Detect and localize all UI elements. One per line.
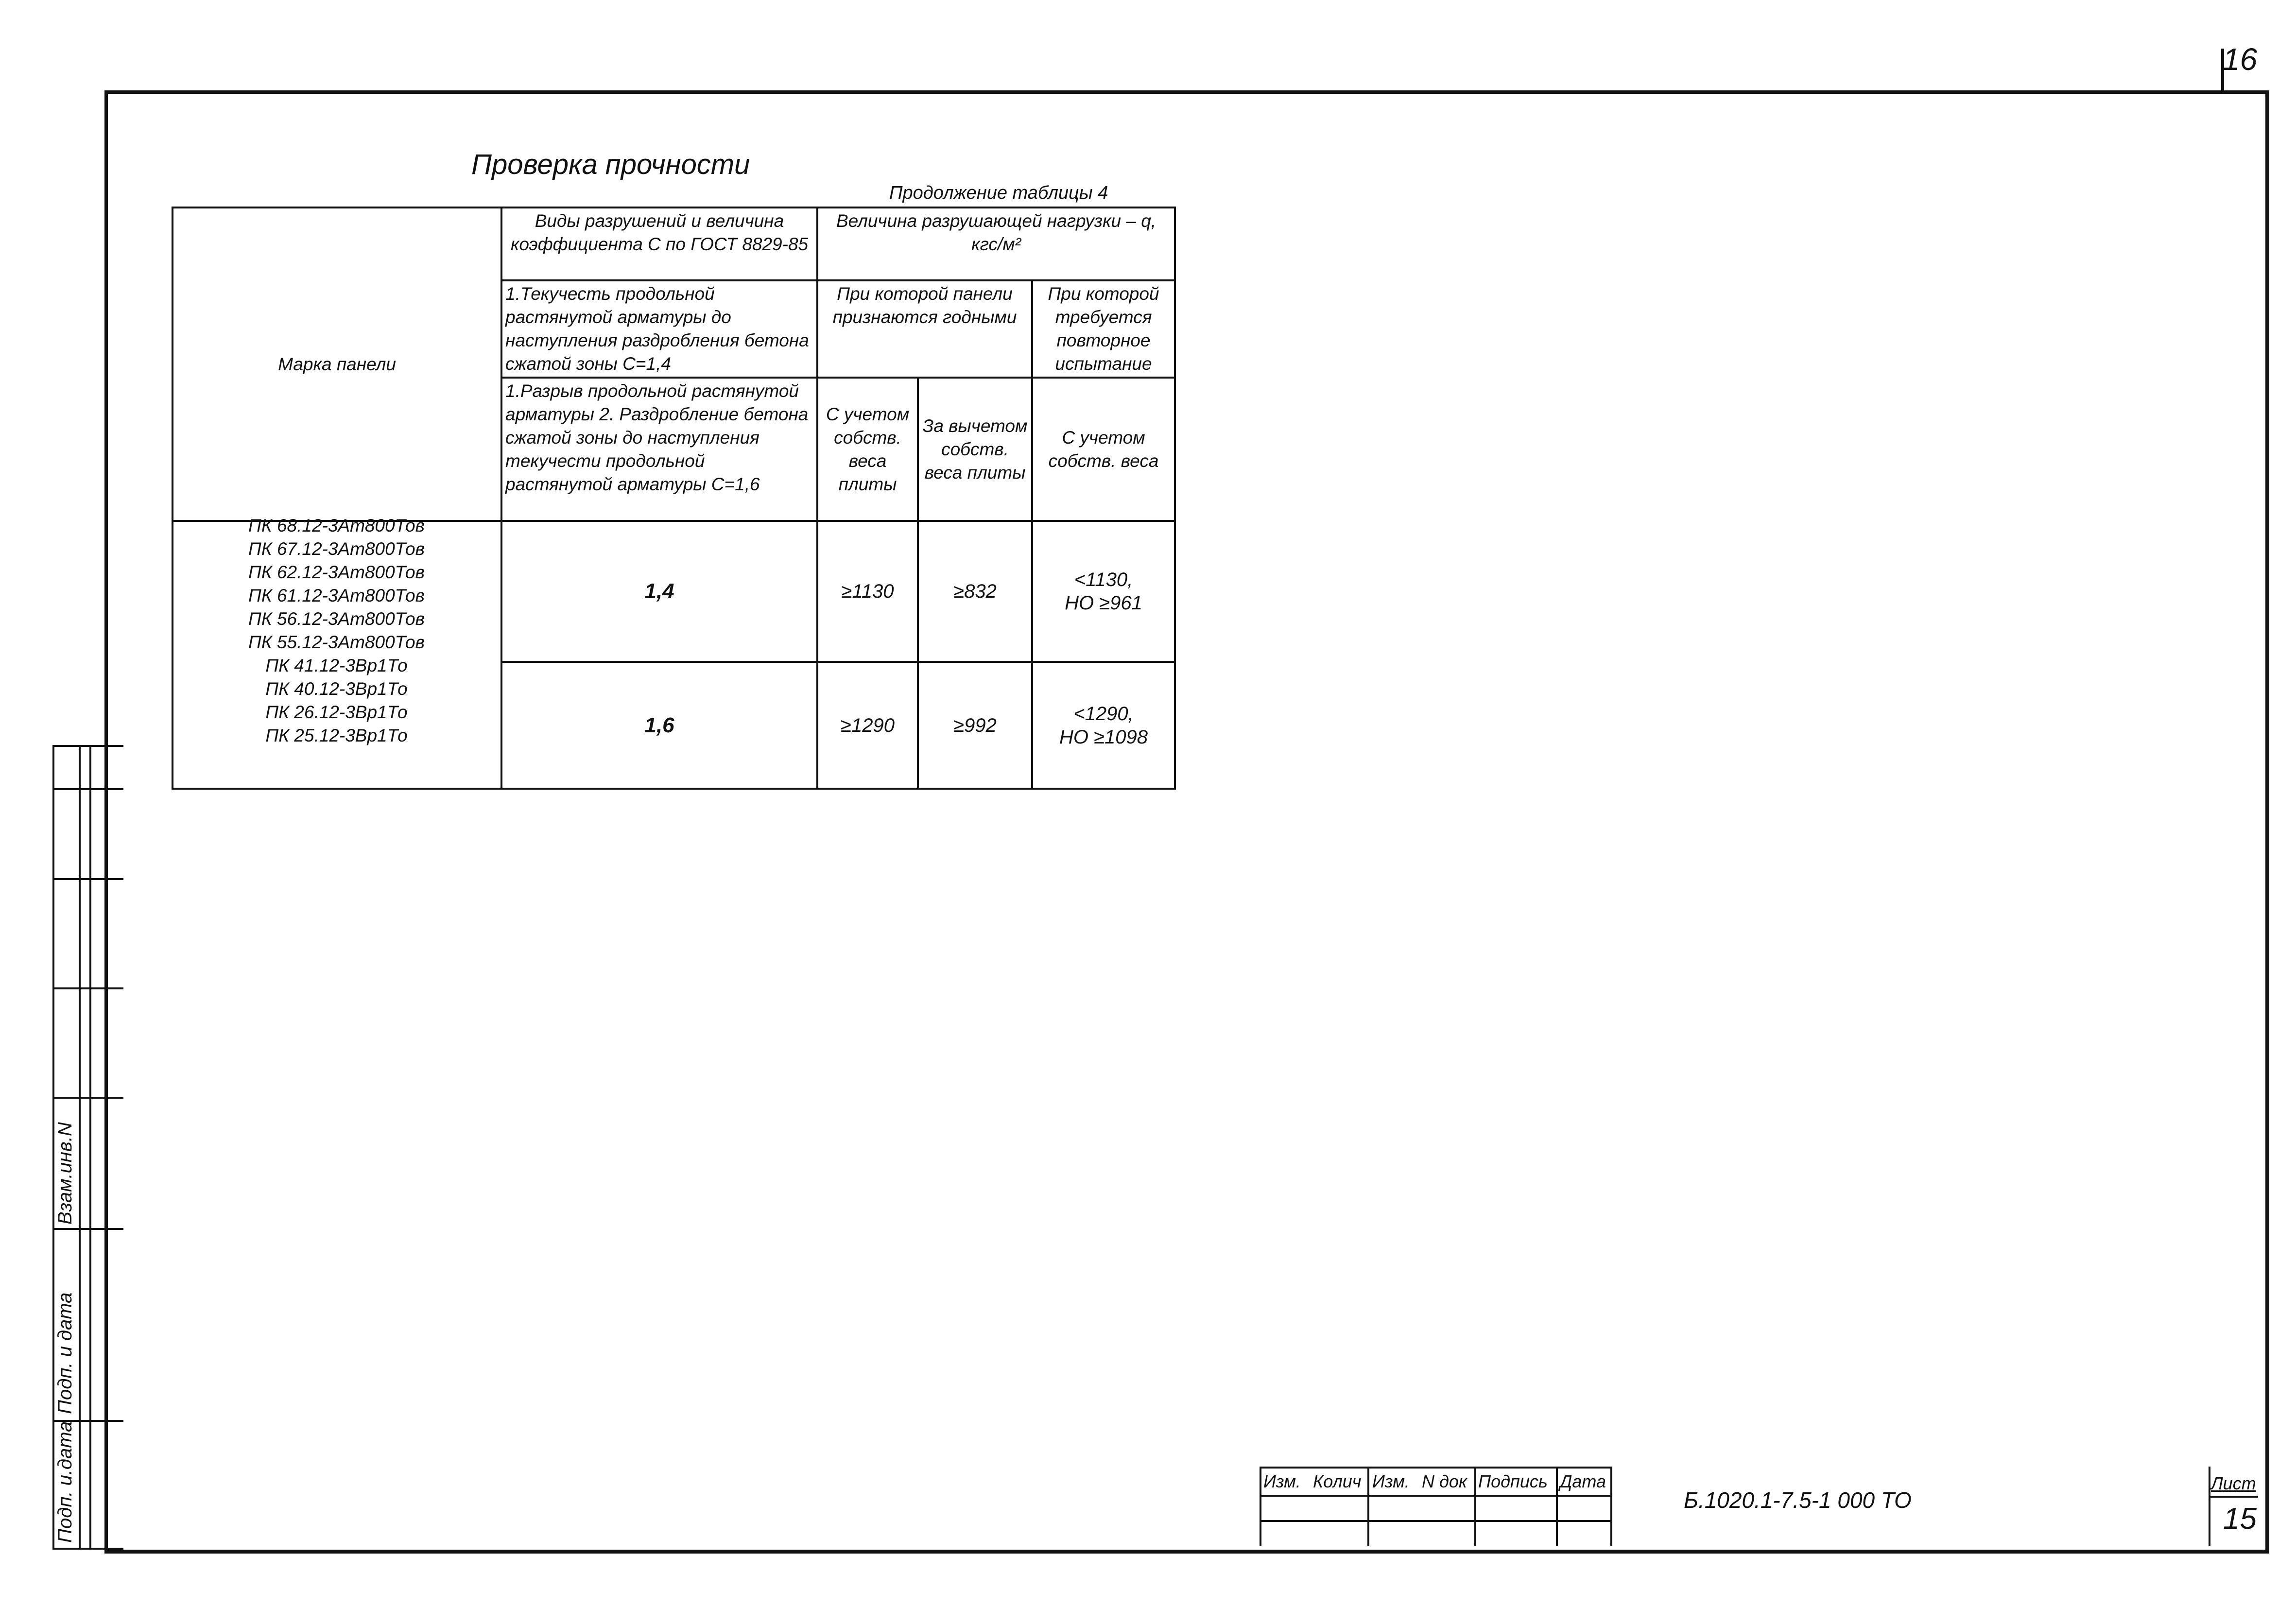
retest-row-2-line-2: НО ≥1098 — [1059, 726, 1148, 748]
panel-mark: ПК 41.12-3Вр1То — [265, 656, 408, 675]
tb-line — [1556, 1467, 1558, 1546]
header-accepted: При которой панели признаются годными — [817, 280, 1032, 378]
retest-row-2 — [1032, 662, 1175, 789]
tb-line — [1260, 1495, 1612, 1497]
strip-label-sign-date: Подп. и дата — [54, 1292, 76, 1414]
page-number-top: 16 — [2223, 42, 2258, 77]
panel-marks-list — [173, 514, 501, 747]
sheet-number: 15 — [2223, 1502, 2257, 1536]
header-retest: При которой требуется повторное испытание — [1032, 280, 1175, 378]
tb-line — [1260, 1467, 1261, 1546]
strip-divider — [54, 788, 123, 790]
sheet-label: Лист — [2211, 1473, 2256, 1493]
subheader-without-weight: За вычетом собств. веса плиты — [918, 378, 1032, 521]
tb-col-data: Дата — [1560, 1471, 1606, 1491]
header-mark: Марка панели — [173, 207, 501, 521]
panel-mark: ПК 68.12-3Ат800Тов — [248, 516, 425, 536]
tb-line — [1367, 1467, 1369, 1546]
header-load: Величина разрушающей нагрузки – q, кгс/м² — [817, 207, 1175, 280]
strip-divider — [54, 1097, 123, 1099]
panel-mark: ПК 61.12-3Ат800Тов — [248, 586, 425, 605]
without-weight-row-2: ≥992 — [918, 662, 1032, 789]
panel-mark: ПК 62.12-3Ат800Тов — [248, 562, 425, 582]
strip-divider — [89, 747, 91, 1548]
strip-label-replace-inv: Взам.инв.N — [54, 1122, 76, 1225]
tb-col-ndok: N док — [1422, 1471, 1467, 1491]
coef-row-2: 1,6 — [501, 662, 817, 789]
strip-divider — [54, 1228, 123, 1230]
panel-mark: ПК 67.12-3Ат800Тов — [248, 539, 425, 559]
retest-row-2-line-1: <1290, — [1073, 703, 1134, 725]
page-title: Проверка прочности — [471, 149, 750, 180]
coef-row-1: 1,4 — [501, 521, 817, 662]
header-failure-types: Виды разрушений и величина коэффициента С по ГОСТ 8829-85 — [501, 207, 817, 280]
with-weight-row-2: ≥1290 — [817, 662, 918, 789]
strip-label-sign-date-2: Подп. и.дата — [54, 1421, 76, 1543]
panel-mark: ПК 40.12-3Вр1То — [265, 679, 408, 699]
tb-line — [2209, 1467, 2210, 1546]
failure-type-2: 1.Разрыв продольной растянутой арматуры 2. Раздробление бетона сжатой зоны до наступления текучести продольной растянутой арматуры С=1,6 — [501, 378, 817, 521]
retest-row-1-line-1: <1130, — [1074, 569, 1133, 590]
tb-line — [1260, 1467, 1612, 1469]
strip-divider — [54, 987, 123, 989]
failure-type-1: 1.Текучесть продольной растянутой арматуры до наступления раздробления бетона сжатой зоны С=1,4 — [501, 280, 817, 378]
with-weight-row-1: ≥1130 — [817, 521, 918, 662]
tb-col-kol: Колич — [1313, 1471, 1362, 1491]
table-continuation-note: Продолжение таблицы 4 — [889, 183, 1108, 203]
document-code: Б.1020.1-7.5-1 000 ТО — [1684, 1487, 1912, 1513]
tb-col-izm: Изм. — [1263, 1471, 1301, 1491]
subheader-retest-with-weight: С учетом собств. веса — [1032, 378, 1175, 521]
retest-row-1 — [1032, 521, 1175, 662]
tb-col-izm2: Изм. — [1372, 1471, 1410, 1491]
subheader-with-weight: С учетом собств. веса плиты — [817, 378, 918, 521]
panel-mark: ПК 55.12-3Ат800Тов — [248, 632, 425, 652]
panel-mark: ПК 26.12-3Вр1То — [265, 702, 408, 722]
strip-divider — [54, 878, 123, 880]
tb-line — [1474, 1467, 1476, 1546]
panel-mark: ПК 25.12-3Вр1То — [265, 726, 408, 745]
without-weight-row-1: ≥832 — [918, 521, 1032, 662]
panel-mark: ПК 56.12-3Ат800Тов — [248, 609, 425, 629]
tb-col-podpis: Подпись — [1478, 1471, 1548, 1491]
tb-line — [1260, 1520, 1612, 1522]
strip-divider — [79, 747, 81, 1548]
retest-row-1-line-2: НО ≥961 — [1065, 592, 1142, 614]
tb-line — [2209, 1496, 2258, 1498]
tb-line — [1610, 1467, 1612, 1546]
